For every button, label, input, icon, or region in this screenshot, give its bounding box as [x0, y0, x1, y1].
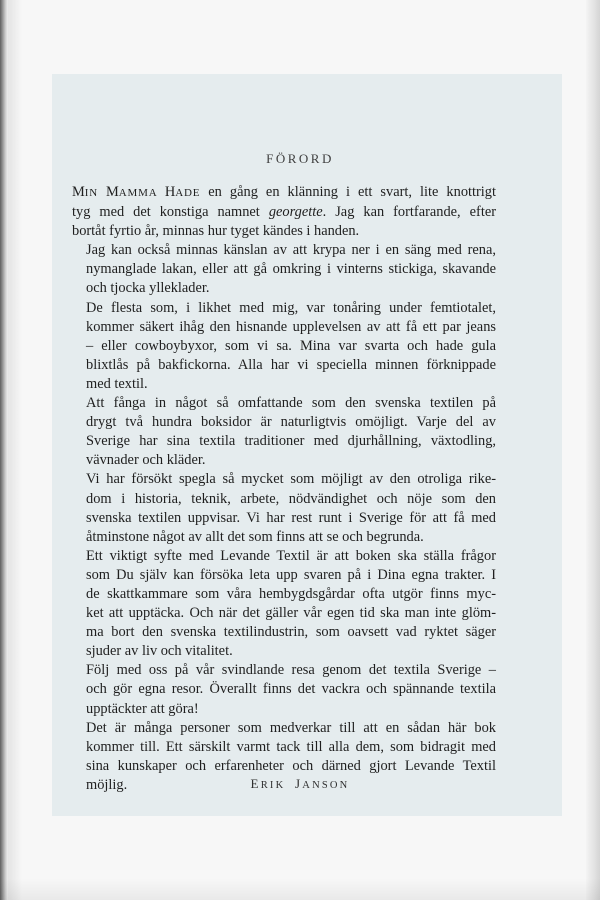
text-line: åtminstone något av allt det som finns att se och begrunda. [86, 528, 424, 545]
text-line: och tjocka ylleklader. [86, 280, 210, 297]
paragraph-3 [72, 299, 496, 394]
text-line: Sverige har sina textila traditioner med djurhållning, växtodling, [86, 433, 496, 450]
text-line: MIN MAMMA HADE en gång en klänning i ett svart, lite knottrigt [72, 184, 496, 200]
text-line: Jag kan också minnas känslan av att krypa ner i en säng med rena, [86, 242, 496, 259]
text-line: dom i historia, teknik, arbete, nödvändighet och nöje som den [86, 490, 496, 507]
text-line: bortåt fyrtio år, minnas hur tyget kändes i handen. [72, 223, 360, 240]
text-line: De flesta som, i likhet med mig, var tonåring under femtiotalet, [86, 299, 496, 316]
text-line: sjuder av liv och vitalitet. [86, 643, 233, 660]
text-line: Följ med oss på vår svindlande resa genom det textila Sverige – [86, 662, 496, 679]
text-line: Det är många personer som medverkar till att en sådan här bok [86, 719, 496, 736]
text-line: nymanglade lakan, eller att gå omkring i vinterns stickiga, skavande [86, 261, 496, 278]
text-line: – eller cowboybyxor, som vi sa. Mina var svarta och hade gula [86, 337, 496, 354]
text-line: kommer säkert ihåg den hisnande upplevelsen av att få ett par jeans [86, 318, 496, 335]
fold-shadow [8, 0, 22, 900]
text-line: möjlig. [86, 776, 128, 793]
paragraph-4 [72, 394, 496, 470]
text-line: med textil. [86, 375, 148, 392]
foreword-body [72, 183, 496, 795]
small-caps-lead: MIN MAMMA HADE [72, 184, 201, 200]
text-line: blixtlås på bakfickorna. Alla har vi speciella minnen förknippade [86, 356, 496, 373]
text-line: ket att upptäcka. Och när det gäller vår egen tid ska man inte glöm- [86, 605, 496, 622]
text-line: svenska textilen uppvisar. Vi har rest runt i Sverige för att få med [86, 509, 496, 526]
text-line: drygt två hundra boksidor är naturligtvis omöjligt. Varje del av [86, 414, 496, 431]
bottom-shadow [0, 878, 600, 900]
text-line: och gör egna resor. Överallt finns det vackra och spännande textila [86, 681, 496, 698]
page-title: FÖRORD [266, 151, 334, 166]
text-line: som Du själv kan försöka leta upp svaren på i Dina egna trakter. I [86, 566, 496, 583]
text-line: de skattkammare som våra hembygdsgårdar ofta utgör finns myc- [86, 585, 496, 602]
text-line: sina kunskaper och erfarenheter och därned gjort Levande Textil [86, 757, 496, 774]
paragraph-6 [72, 547, 496, 662]
text-line: upptäckter att göra! [86, 700, 199, 717]
page-stack-edge [586, 0, 600, 900]
italic-term: georgette [268, 204, 323, 221]
text-line: ma bort den svenska textilindustrin, som oavsett vad ryktet säger [86, 624, 496, 641]
text-line: tyg med det konstiga namnet georgette. Jag kan fortfarande, efter [72, 204, 496, 221]
text-line: Ett viktigt syfte med Levande Textil är att boken ska ställa frågor [86, 547, 496, 564]
text-line: Vi har försökt spegla så mycket som möjligt av den otroliga rike- [86, 471, 496, 488]
paragraph-2 [72, 241, 496, 298]
text-line: vävnader och kläder. [86, 452, 206, 469]
text-line: kommer till. Ett särskilt varmt tack till alla dem, som bidragit med [86, 738, 496, 755]
text-line: Att fånga in något så omfattande som den svenska textilen på [86, 395, 496, 412]
book-binding-edge [0, 0, 8, 900]
paragraph-7 [72, 661, 496, 718]
paragraph-1 [72, 183, 496, 241]
paragraph-5 [72, 470, 496, 546]
author-signature: ERIK JANSON [250, 776, 350, 791]
